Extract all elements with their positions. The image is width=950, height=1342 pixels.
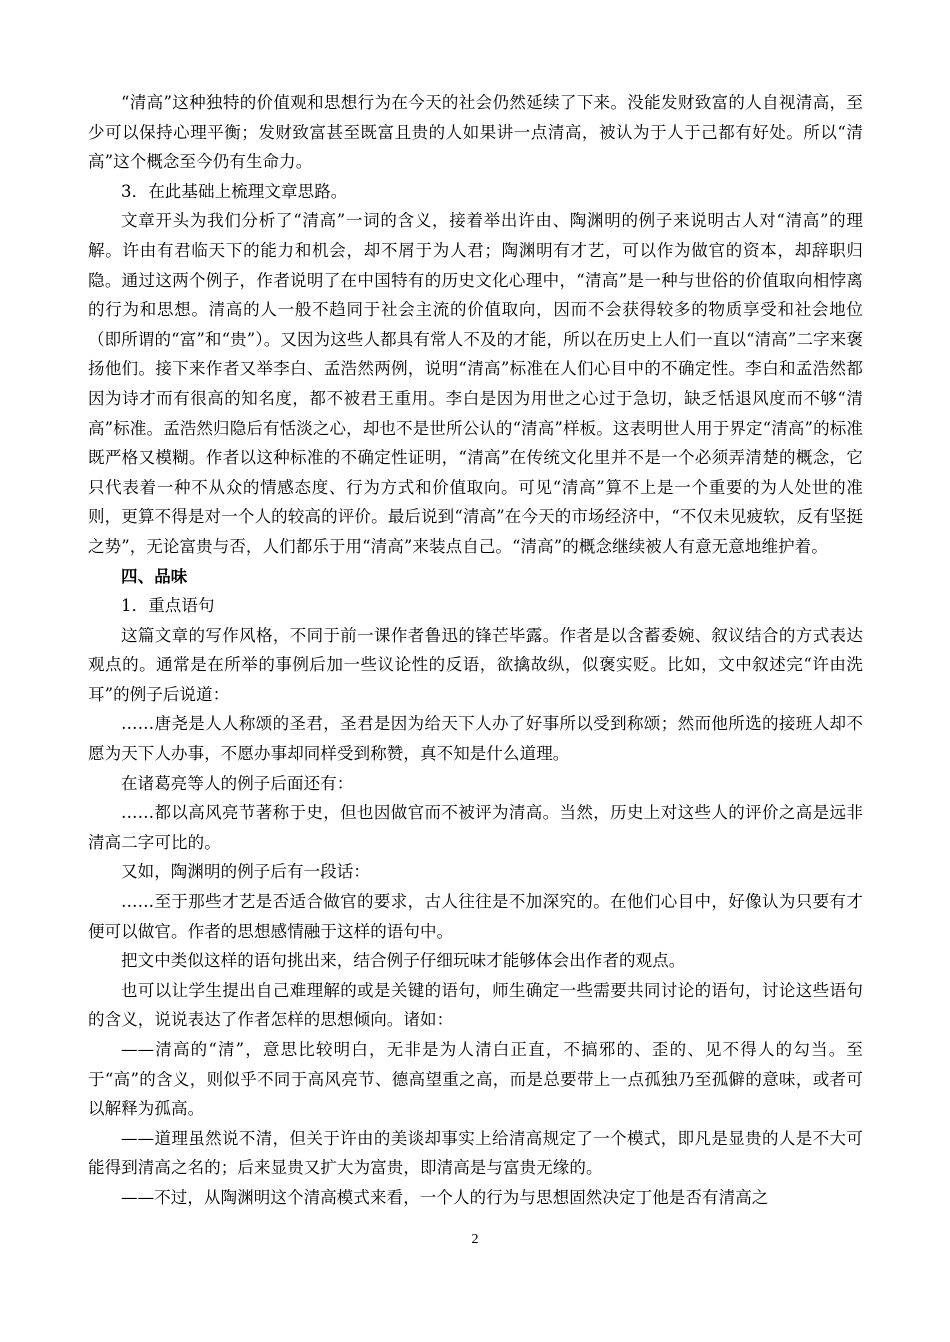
paragraph-pick-sentences: 把文中类似这样的语句挑出来，结合例子仔细玩味才能够体会出作者的观点。: [121, 951, 686, 971]
quote-tao-model: ——不过，从陶渊明这个清高模式来看，一个人的行为与思想固然决定丁他是否有清高之: [121, 1187, 769, 1207]
paragraph-writing-style: 这篇文章的写作风格，不同于前一课作者鲁迅的锋芒毕露。作者是以含蓄委婉、叙议结合的方式表达观点的。通常是在所举的事例后加一些议论性的反语，欲擒故纵，似褒实贬。比如，文中叙述完“许由洗耳”的例子后说道：: [88, 625, 863, 704]
paragraph-tao-yuanming-example: 又如，陶渊明的例子后有一段话：: [121, 862, 370, 882]
paragraph-qinggao-today: “清高”这种独特的价值观和思想行为在今天的社会仍然延续了下来。没能发财致富的人自视清高，至少可以保持心理平衡；发财致富甚至既富且贵的人如果讲一点清高，被认为于人于己都有好处。所以“清高”这个概念至今仍有生命力。: [88, 93, 863, 172]
paragraph-student-questions: 也可以让学生提出自己难理解的或是关键的语句，师生确定一些需要共同讨论的语句，讨论这些语句的含义，说说表达了作者怎样的思想倾向。诸如：: [88, 980, 863, 1030]
quote-caiyi-zuoguan: ……至于那些才艺是否适合做官的要求，古人往往是不加深究的。在他们心目中，好像认为只要有才便可以做官。作者的思想感情融于这样的语句中。: [88, 892, 863, 941]
quote-tangyao: ……唐尧是人人称颂的圣君，圣君是因为给天下人办了好事所以受到称颂；然而他所选的接班人却不愿为天下人办事，不愿办事却同样受到称赞，真不知是什么道理。: [88, 714, 863, 764]
section-heading-pinwei: 四、品味: [121, 566, 188, 586]
paragraph-zhuge-liang: 在诸葛亮等人的例子后面还有：: [121, 773, 354, 793]
quote-qing-meaning: ——清高的“清”，意思比较明白，无非是为人清白正直，不搞邪的、歪的、见不得人的勾当。至于“高”的含义，则似乎不同于高风亮节、德高望重之高，而是总要带上一点孤独乃至孤僻的意味，或者可以解释为孤高。: [88, 1040, 863, 1119]
subheading-key-sentences: 1．重点语句: [121, 596, 215, 616]
quote-gaofeng-liangjie: ……都以高风亮节著称于史，但也因做官而不被评为清高。当然，历史上对这些人的评价之高是远非清高二字可比的。: [88, 803, 863, 852]
paragraph-step-3: 3．在此基础上梳理文章思路。: [121, 181, 348, 201]
document-page: [88, 88, 863, 1213]
paragraph-article-structure: 文章开头为我们分析了“清高”一词的含义，接着举出许由、陶渊明的例子来说明古人对“清高”的理解。许由有君临天下的能力和机会，却不屑于为人君；陶渊明有才艺，可以作为做官的资本，却辞职归隐。通过这两个例子，作者说明了在中国特有的历史文化心理中，“清高”是一种与世俗的价值取向相悖离的行为和思想。清高的人一般不趋同于社会主流的价值取向，因而不会获得较多的物质享受和社会地位（即所谓的“富”和“贵”）。又因为这些人都具有常人不及的才能，所以在历史上人们一直以“清高”二字来褒扬他们。接下来作者又举李白、孟浩然两例，说明“清高”标准在人们心目中的不确定性。李白和孟浩然都因为诗才而有很高的知名度，都不被君王重用。李白是因为用世之心过于急切，缺乏恬退风度而不够“清高”标准。孟浩然归隐后有恬淡之心，却也不是世所公认的“清高”样板。这表明世人用于界定“清高”的标准既严格又模糊。作者以这种标准的不确定性证明，“清高”在传统文化里并不是一个必须弄清楚的概念，它只代表着一种不从众的情感态度、行为方式和价值取向。可见“清高”算不上是一个重要的为人处世的准则，更算不得是对一个人的较高的评价。最后说到“清高”在今天的市场经济中，“不仅未见疲软，反有坚挺之势”，无论富贵与否，人们都乐于用“清高”来装点自己。“清高”的概念继续被人有意无意地维护着。: [88, 211, 863, 556]
page-number: 2: [471, 1232, 479, 1247]
quote-xuyou-model: ——道理虽然说不清，但关于许由的美谈却事实上给清高规定了一个模式，即凡是显贵的人是不大可能得到清高之名的；后来显贵又扩大为富贵，即清高是与富贵无缘的。: [88, 1128, 863, 1178]
